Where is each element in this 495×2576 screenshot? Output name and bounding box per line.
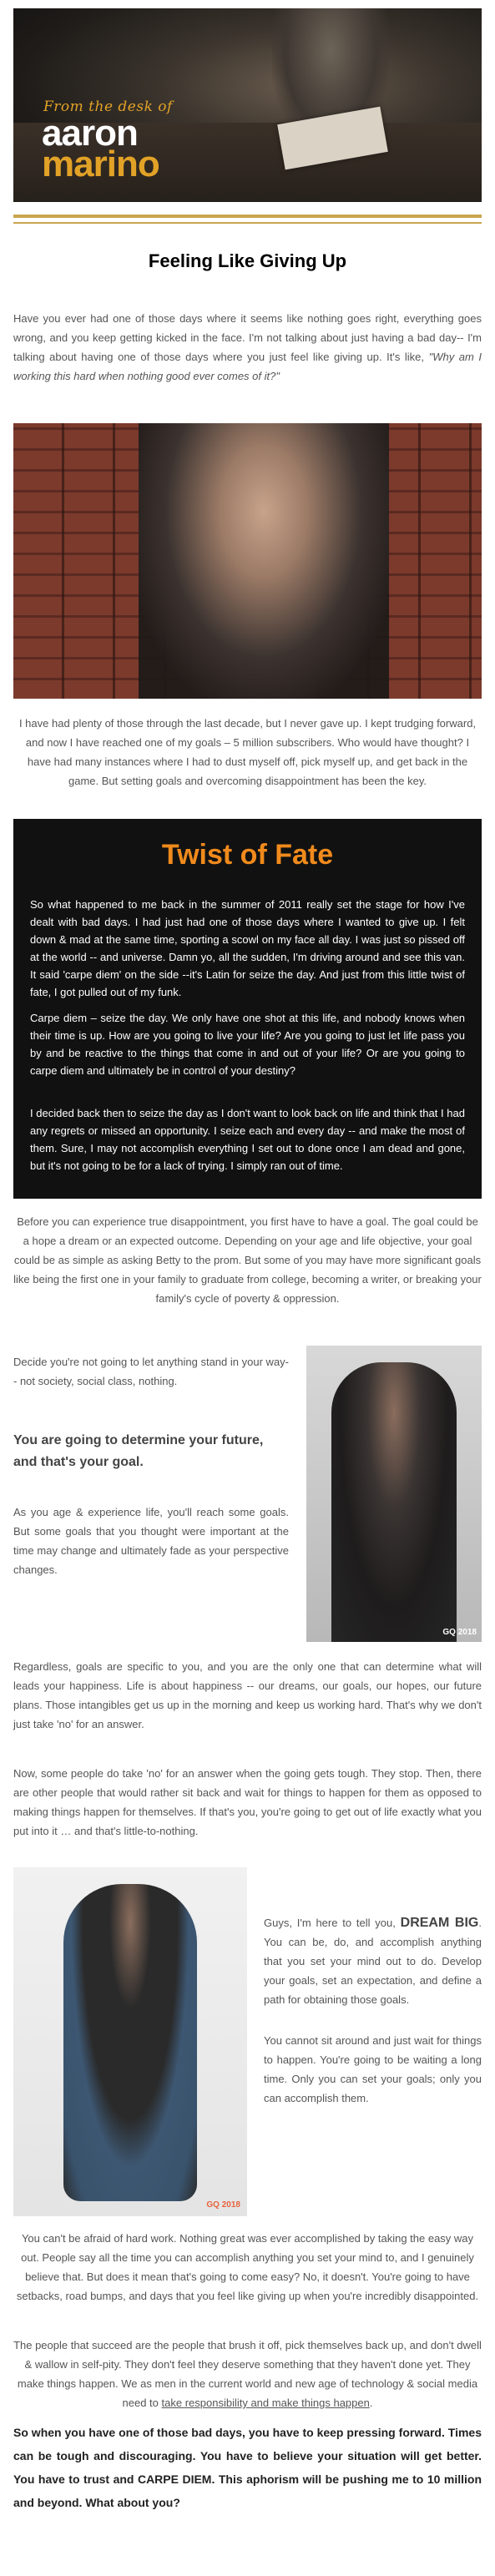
paragraph-succeed: The people that succeed are the people that brush it off, pick themselves back up, and don't dwell & wallow in self-pity. They don't feel they deserve something that they haven't done yet. They make things happen. We as men in the current world and new age of technology & social media need to take responsibility and make things happen. <box>13 2339 482 2409</box>
twist-paragraph-1: So what happened to me back in the summer of 2011 really set the stage for how I've dealt with bad days. I had just had one of those days where I wanted to give up. I felt down & mad at the same time, sporting a scowl on my face all day. I was just so pissed off at the world -- and universe. Damn yo, all the sudden, I'm driving around and see this van. It said 'carpe diem' on the side --it's Latin for seize the day. And just from this little twist of fate, I got pulled out of my funk. <box>30 898 465 998</box>
header-banner <box>13 8 482 202</box>
photo-gq-seated <box>13 1867 247 2216</box>
responsibility-link[interactable]: take responsibility and make things happen <box>161 2397 370 2409</box>
paragraph-never-gave-up: I have had plenty of those through the last decade, but I never gave up. I kept trudging forward, and now I have reached one of my goals – 5 million subscribers. Who would have thought? I have had many instances where I had to dust myself off, pick myself up, and get back in the game. But setting goals and overcoming disappointment has been the key. <box>18 717 477 787</box>
photo-gq-portrait <box>306 1346 482 1642</box>
divider-thin <box>13 222 482 224</box>
left-col-paragraph-1: Decide you're not going to let anything stand in your way-- not society, social class, nothing. <box>13 1356 289 1387</box>
paragraph-goal: Before you can experience true disappointment, you first have to have a goal. The goal could be a hope a dream or an expected outcome. Depending on your age and life objective, your goal could be as simple as asking Betty to the prom. But some of you may have more significant goals like being the first one in your family to graduate from college, becoming a writer, or breaking your family's cycle of poverty & oppression. <box>13 1215 482 1305</box>
divider-thick <box>13 215 482 218</box>
right-col-paragraph-1: Guys, I'm here to tell you, DREAM BIG. You can be, do, and accomplish anything that you set your mind out to do. Develop your goals, set an expectation, and define a path for obtaining those goals. <box>264 1916 482 2006</box>
intro-text: Have you ever had one of those days where it seems like nothing goes right, everything goes wrong, and you keep getting kicked in the face. I'm not talking about just having a bad day-- I'm talking about having one of those days where you just feel like giving up. It's like, <box>13 312 482 363</box>
header-name-first: aaron <box>42 113 138 154</box>
paragraph-regardless: Regardless, goals are specific to you, and you are the only one that can determine what will leads your happiness. Life is about happiness -- our dreams, our goals, our hopes, our future plans. Those intangibles get us up in the morning and keep us working hard. That's why we don't just take 'no' for an answer. <box>13 1660 482 1730</box>
left-col-bold: You are going to determine your future, and that's your goal. <box>13 1433 264 1469</box>
twist-paragraph-3: I decided back then to seize the day as I don't want to look back on life and think that I had any regrets or missed an opportunity. I seize each and every day -- and make the most of them. Sure, I may not accomplish everything I set out to done once I am dead and gone, but it's not going to be for a lack of trying. I simply ran out of time. <box>30 1107 465 1172</box>
closing-paragraph: So when you have one of those bad days, you have to keep pressing forward. Times can be tough and discouraging. You have to believe your situation will get better. You have to trust and CARPE DIEM. This aphorism will be pushing me to 10 million and beyond. What about you? <box>13 2426 482 2509</box>
paragraph-now: Now, some people do take 'no' for an answer when the going gets tough. They stop. Then, there are other people that would rather sit back and wait for things to happen for them as opposed to making things happen for themselves. If that's you, you're going to get out of life exactly what you put into it … and that's little-to-nothing. <box>13 1767 482 1837</box>
paragraph-hard-work: You can't be afraid of hard work. Nothing great was ever accomplished by taking the easy way out. People say all the time you can accomplish anything you set your mind to, and I genuinely believe that. But does it mean that's going to come easy? No, it doesn't. You're going to have setbacks, road bumps, and days that you feel like giving up when you're incredibly disappointed. <box>16 2232 479 2302</box>
photo-label-gq-2: GQ 2018 <box>206 2200 240 2210</box>
twist-of-fate-box <box>13 819 482 1199</box>
twist-heading: Twist of Fate <box>161 839 334 871</box>
photo-label-gq-1: GQ 2018 <box>442 1628 477 1637</box>
twist-paragraph-2: Carpe diem – seize the day. We only have one shot at this life, and nobody knows when their time is up. How are you going to live your life? Are you going to just let life pass you by and be reactive to the things that come in and out of your life? Or are you going to carpe diem and ultimately be in control of your destiny? <box>30 1012 465 1077</box>
header-name-last: marino <box>42 144 159 184</box>
right-col-paragraph-2: You cannot sit around and just wait for things to happen. You're going to be waiting a long time. Only you can set your goals; only you can accomplish them. <box>264 2034 482 2104</box>
intro-quote: "Why am I working this hard when nothing good ever comes of it?" <box>13 351 482 382</box>
intro-paragraph <box>13 309 482 386</box>
page-title: Feeling Like Giving Up <box>148 250 347 271</box>
left-col-paragraph-2: As you age & experience life, you'll reach some goals. But some goals that you thought were important at the time may change and ultimately fade as your perspective changes. <box>13 1506 289 1576</box>
photo-man-thinking <box>13 423 482 699</box>
dream-big: DREAM BIG <box>400 1916 479 1930</box>
header-from-line: From the desk of <box>43 98 173 115</box>
